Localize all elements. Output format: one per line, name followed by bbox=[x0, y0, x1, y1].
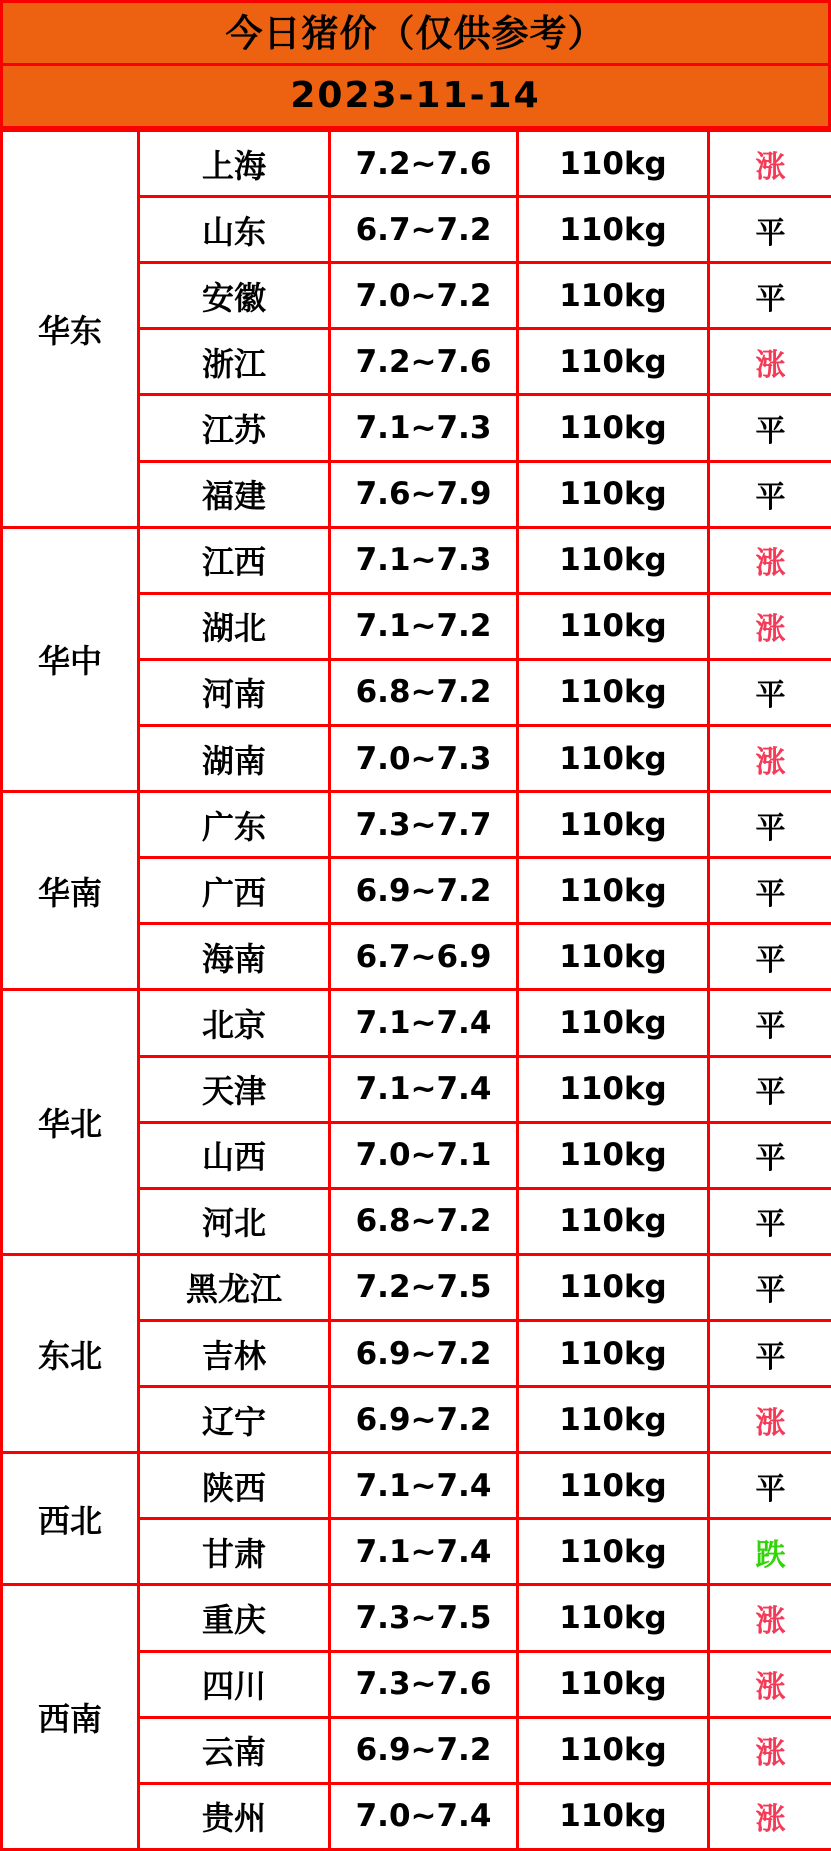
weight-cell: 110kg bbox=[518, 924, 709, 990]
province-cell: 广东 bbox=[139, 792, 330, 858]
weight-cell: 110kg bbox=[518, 263, 709, 329]
weight-cell: 110kg bbox=[518, 593, 709, 659]
weight-cell: 110kg bbox=[518, 1387, 709, 1453]
price-cell: 7.1~7.2 bbox=[330, 593, 518, 659]
price-cell: 7.1~7.4 bbox=[330, 990, 518, 1056]
status-cell: 平 bbox=[709, 1254, 831, 1320]
province-cell: 重庆 bbox=[139, 1585, 330, 1651]
province-cell: 贵州 bbox=[139, 1783, 330, 1849]
weight-cell: 110kg bbox=[518, 725, 709, 791]
table-row bbox=[2, 1585, 831, 1651]
region-cell: 西北 bbox=[2, 1453, 139, 1585]
weight-cell: 110kg bbox=[518, 461, 709, 527]
table-row bbox=[2, 1453, 831, 1519]
province-cell: 浙江 bbox=[139, 329, 330, 395]
weight-cell: 110kg bbox=[518, 329, 709, 395]
province-cell: 山东 bbox=[139, 197, 330, 263]
province-cell: 海南 bbox=[139, 924, 330, 990]
price-cell: 7.0~7.3 bbox=[330, 725, 518, 791]
province-cell: 福建 bbox=[139, 461, 330, 527]
weight-cell: 110kg bbox=[518, 395, 709, 461]
weight-cell: 110kg bbox=[518, 131, 709, 197]
province-cell: 湖南 bbox=[139, 725, 330, 791]
table-row bbox=[2, 527, 831, 593]
price-cell: 6.9~7.2 bbox=[330, 858, 518, 924]
weight-cell: 110kg bbox=[518, 1783, 709, 1849]
price-cell: 7.2~7.6 bbox=[330, 329, 518, 395]
price-cell: 6.7~7.2 bbox=[330, 197, 518, 263]
region-cell: 华中 bbox=[2, 527, 139, 791]
status-cell: 涨 bbox=[709, 725, 831, 791]
province-cell: 北京 bbox=[139, 990, 330, 1056]
title-bar bbox=[0, 0, 831, 66]
status-cell: 平 bbox=[709, 1188, 831, 1254]
price-cell: 6.9~7.2 bbox=[330, 1320, 518, 1386]
province-cell: 甘肃 bbox=[139, 1519, 330, 1585]
date-bar bbox=[0, 66, 831, 129]
status-cell: 平 bbox=[709, 659, 831, 725]
table-row bbox=[2, 1254, 831, 1320]
price-cell: 7.1~7.4 bbox=[330, 1519, 518, 1585]
status-cell: 涨 bbox=[709, 131, 831, 197]
price-cell: 7.3~7.6 bbox=[330, 1651, 518, 1717]
price-table-body bbox=[2, 131, 831, 1850]
price-cell: 7.1~7.3 bbox=[330, 395, 518, 461]
status-cell: 涨 bbox=[709, 593, 831, 659]
date-text: 2023-11-14 bbox=[290, 75, 541, 116]
price-cell: 6.7~6.9 bbox=[330, 924, 518, 990]
province-cell: 河北 bbox=[139, 1188, 330, 1254]
table-row bbox=[2, 990, 831, 1056]
province-cell: 天津 bbox=[139, 1056, 330, 1122]
weight-cell: 110kg bbox=[518, 1188, 709, 1254]
status-cell: 平 bbox=[709, 1453, 831, 1519]
status-cell: 平 bbox=[709, 1320, 831, 1386]
status-cell: 平 bbox=[709, 990, 831, 1056]
status-cell: 平 bbox=[709, 395, 831, 461]
province-cell: 湖北 bbox=[139, 593, 330, 659]
price-cell: 7.1~7.3 bbox=[330, 527, 518, 593]
weight-cell: 110kg bbox=[518, 527, 709, 593]
region-cell: 西南 bbox=[2, 1585, 139, 1850]
weight-cell: 110kg bbox=[518, 990, 709, 1056]
status-cell: 平 bbox=[709, 858, 831, 924]
weight-cell: 110kg bbox=[518, 1717, 709, 1783]
status-cell: 涨 bbox=[709, 1387, 831, 1453]
province-cell: 上海 bbox=[139, 131, 330, 197]
status-cell: 涨 bbox=[709, 1651, 831, 1717]
region-cell: 华南 bbox=[2, 792, 139, 990]
weight-cell: 110kg bbox=[518, 1056, 709, 1122]
status-cell: 平 bbox=[709, 792, 831, 858]
weight-cell: 110kg bbox=[518, 1453, 709, 1519]
weight-cell: 110kg bbox=[518, 1320, 709, 1386]
region-cell: 东北 bbox=[2, 1254, 139, 1452]
province-cell: 云南 bbox=[139, 1717, 330, 1783]
price-cell: 7.6~7.9 bbox=[330, 461, 518, 527]
status-cell: 涨 bbox=[709, 527, 831, 593]
weight-cell: 110kg bbox=[518, 792, 709, 858]
status-cell: 涨 bbox=[709, 329, 831, 395]
province-cell: 黑龙江 bbox=[139, 1254, 330, 1320]
price-cell: 7.3~7.5 bbox=[330, 1585, 518, 1651]
weight-cell: 110kg bbox=[518, 1651, 709, 1717]
price-cell: 6.9~7.2 bbox=[330, 1387, 518, 1453]
province-cell: 四川 bbox=[139, 1651, 330, 1717]
province-cell: 江西 bbox=[139, 527, 330, 593]
weight-cell: 110kg bbox=[518, 858, 709, 924]
price-cell: 7.0~7.4 bbox=[330, 1783, 518, 1849]
price-cell: 7.1~7.4 bbox=[330, 1453, 518, 1519]
region-cell: 华东 bbox=[2, 131, 139, 528]
status-cell: 平 bbox=[709, 924, 831, 990]
weight-cell: 110kg bbox=[518, 659, 709, 725]
price-cell: 7.1~7.4 bbox=[330, 1056, 518, 1122]
price-cell: 6.8~7.2 bbox=[330, 1188, 518, 1254]
table-row bbox=[2, 131, 831, 197]
province-cell: 江苏 bbox=[139, 395, 330, 461]
page-title: 今日猪价（仅供参考） bbox=[225, 11, 606, 55]
province-cell: 广西 bbox=[139, 858, 330, 924]
weight-cell: 110kg bbox=[518, 1585, 709, 1651]
price-cell: 6.9~7.2 bbox=[330, 1717, 518, 1783]
status-cell: 平 bbox=[709, 1122, 831, 1188]
weight-cell: 110kg bbox=[518, 1122, 709, 1188]
region-cell: 华北 bbox=[2, 990, 139, 1254]
province-cell: 辽宁 bbox=[139, 1387, 330, 1453]
price-table bbox=[0, 129, 831, 1851]
province-cell: 安徽 bbox=[139, 263, 330, 329]
price-cell: 7.0~7.2 bbox=[330, 263, 518, 329]
status-cell: 跌 bbox=[709, 1519, 831, 1585]
province-cell: 陕西 bbox=[139, 1453, 330, 1519]
status-cell: 平 bbox=[709, 461, 831, 527]
status-cell: 平 bbox=[709, 1056, 831, 1122]
province-cell: 河南 bbox=[139, 659, 330, 725]
price-cell: 7.3~7.7 bbox=[330, 792, 518, 858]
province-cell: 山西 bbox=[139, 1122, 330, 1188]
status-cell: 涨 bbox=[709, 1783, 831, 1849]
weight-cell: 110kg bbox=[518, 1254, 709, 1320]
price-cell: 7.0~7.1 bbox=[330, 1122, 518, 1188]
province-cell: 吉林 bbox=[139, 1320, 330, 1386]
table-row bbox=[2, 792, 831, 858]
price-cell: 7.2~7.5 bbox=[330, 1254, 518, 1320]
weight-cell: 110kg bbox=[518, 1519, 709, 1585]
status-cell: 涨 bbox=[709, 1717, 831, 1783]
price-cell: 7.2~7.6 bbox=[330, 131, 518, 197]
status-cell: 平 bbox=[709, 263, 831, 329]
status-cell: 平 bbox=[709, 197, 831, 263]
weight-cell: 110kg bbox=[518, 197, 709, 263]
price-cell: 6.8~7.2 bbox=[330, 659, 518, 725]
status-cell: 涨 bbox=[709, 1585, 831, 1651]
